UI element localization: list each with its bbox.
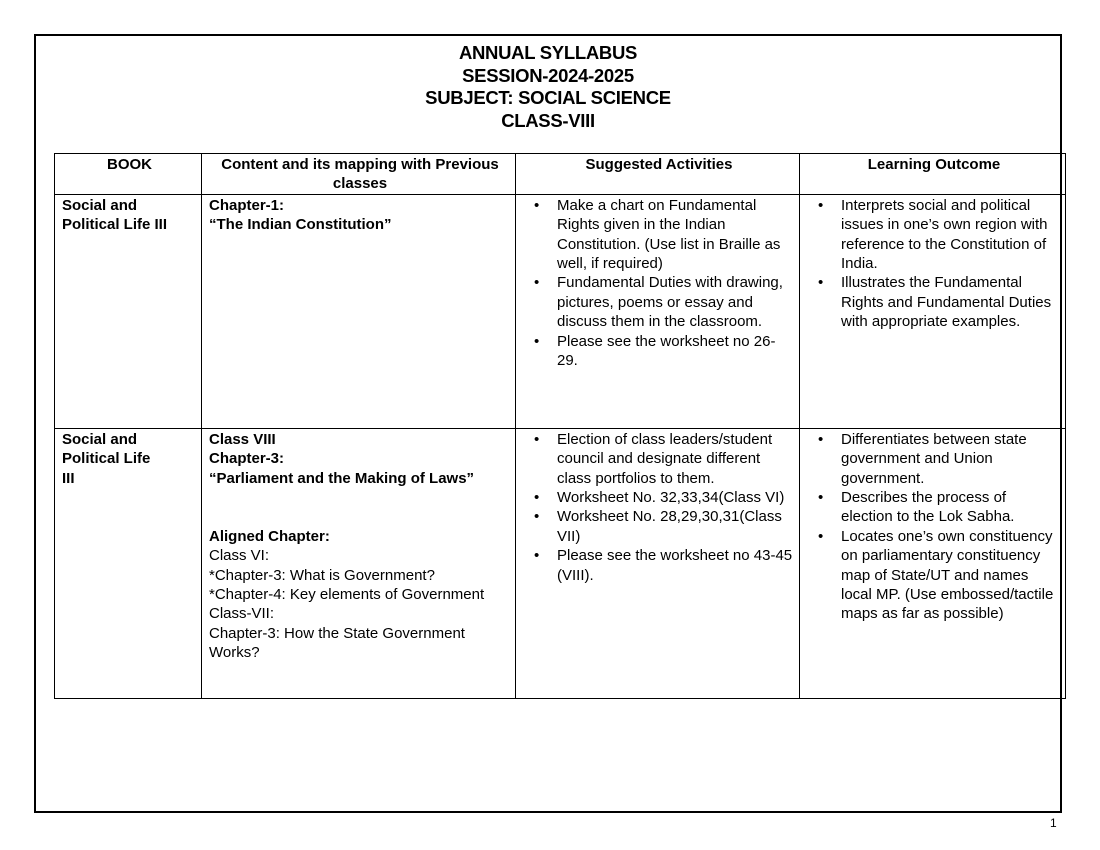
activities-cell — [516, 194, 800, 428]
list-item: • Differentiates between state government and Union government. — [830, 430, 1061, 488]
spacer — [209, 488, 511, 507]
aligned-chapter-heading: Aligned Chapter: — [209, 527, 330, 545]
list-item: • Please see the worksheet no 43-45 (VIII). — [546, 546, 795, 585]
outcomes-list — [807, 196, 1061, 332]
list-item: • Worksheet No. 32,33,34(Class VI) — [546, 488, 795, 507]
class-label: Class VIII — [209, 430, 276, 448]
content-cell — [202, 194, 516, 428]
page-number: 1 — [1050, 816, 1057, 830]
activities-cell — [516, 428, 800, 698]
aligned-chapter-line: Chapter-3: How the State Government Works? — [209, 624, 465, 662]
activities-list — [523, 430, 795, 585]
column-header-book: BOOK — [55, 154, 202, 195]
chapter-title: “The Indian Constitution” — [209, 216, 392, 234]
activities-list — [523, 196, 795, 371]
list-item: • Worksheet No. 28,29,30,31(Class VII) — [546, 507, 795, 546]
list-item: • Illustrates the Fundamental Rights and Fundamental Duties with appropriate examples. — [830, 273, 1061, 331]
list-item: • Please see the worksheet no 26-29. — [546, 332, 795, 371]
outcome-cell — [800, 194, 1066, 428]
content-cell — [202, 428, 516, 698]
table-header-row — [55, 154, 1066, 195]
column-header-content: Content and its mapping with Previous classes — [202, 154, 516, 195]
chapter-label: Chapter-3: — [209, 450, 285, 468]
header-subject: SUBJECT: SOCIAL SCIENCE — [425, 87, 671, 108]
header-title: ANNUAL SYLLABUS — [458, 42, 638, 63]
document-header — [36, 42, 1060, 132]
header-session: SESSION-2024-2025 — [462, 64, 634, 86]
list-item: • Interprets social and political issues in one’s own region with reference to the Constitution of India. — [830, 196, 1061, 274]
list-item: • Describes the process of election to the Lok Sabha. — [830, 488, 1061, 527]
outcomes-list — [807, 430, 1061, 624]
chapter-label: Chapter-1: — [209, 196, 285, 214]
header-class: CLASS-VIII — [501, 109, 595, 131]
book-line: Political Life — [62, 450, 151, 468]
table-row — [55, 194, 1066, 428]
aligned-chapter-line: *Chapter-4: Key elements of Government — [209, 586, 485, 604]
book-line: Social and — [62, 430, 138, 448]
list-item: • Fundamental Duties with drawing, pictures, poems or essay and discuss them in the classroom. — [546, 273, 795, 331]
book-line: III — [62, 469, 75, 487]
table-row — [55, 428, 1066, 698]
list-item: • Make a chart on Fundamental Rights given in the Indian Constitution. (Use list in Braille as well, if required) — [546, 196, 795, 274]
aligned-chapter-line: *Chapter-3: What is Government? — [209, 566, 435, 584]
chapter-title: “Parliament and the Making of Laws” — [209, 469, 475, 487]
syllabus-table — [54, 153, 1066, 699]
book-cell: Social and Political Life III — [55, 194, 202, 428]
list-item: • Locates one’s own constituency on parliamentary constituency map of State/UT and names local MP. (Use embossed/tactile maps as far as possible) — [830, 527, 1061, 624]
outcome-cell — [800, 428, 1066, 698]
page-frame — [34, 34, 1062, 813]
aligned-chapter-line: Class-VII: — [209, 605, 275, 623]
column-header-activities: Suggested Activities — [516, 154, 800, 195]
book-cell — [55, 428, 202, 698]
spacer — [209, 507, 511, 526]
list-item: • Election of class leaders/student council and designate different class portfolios to them. — [546, 430, 795, 488]
aligned-chapter-line: Class VI: — [209, 547, 270, 565]
column-header-outcome: Learning Outcome — [800, 154, 1066, 195]
